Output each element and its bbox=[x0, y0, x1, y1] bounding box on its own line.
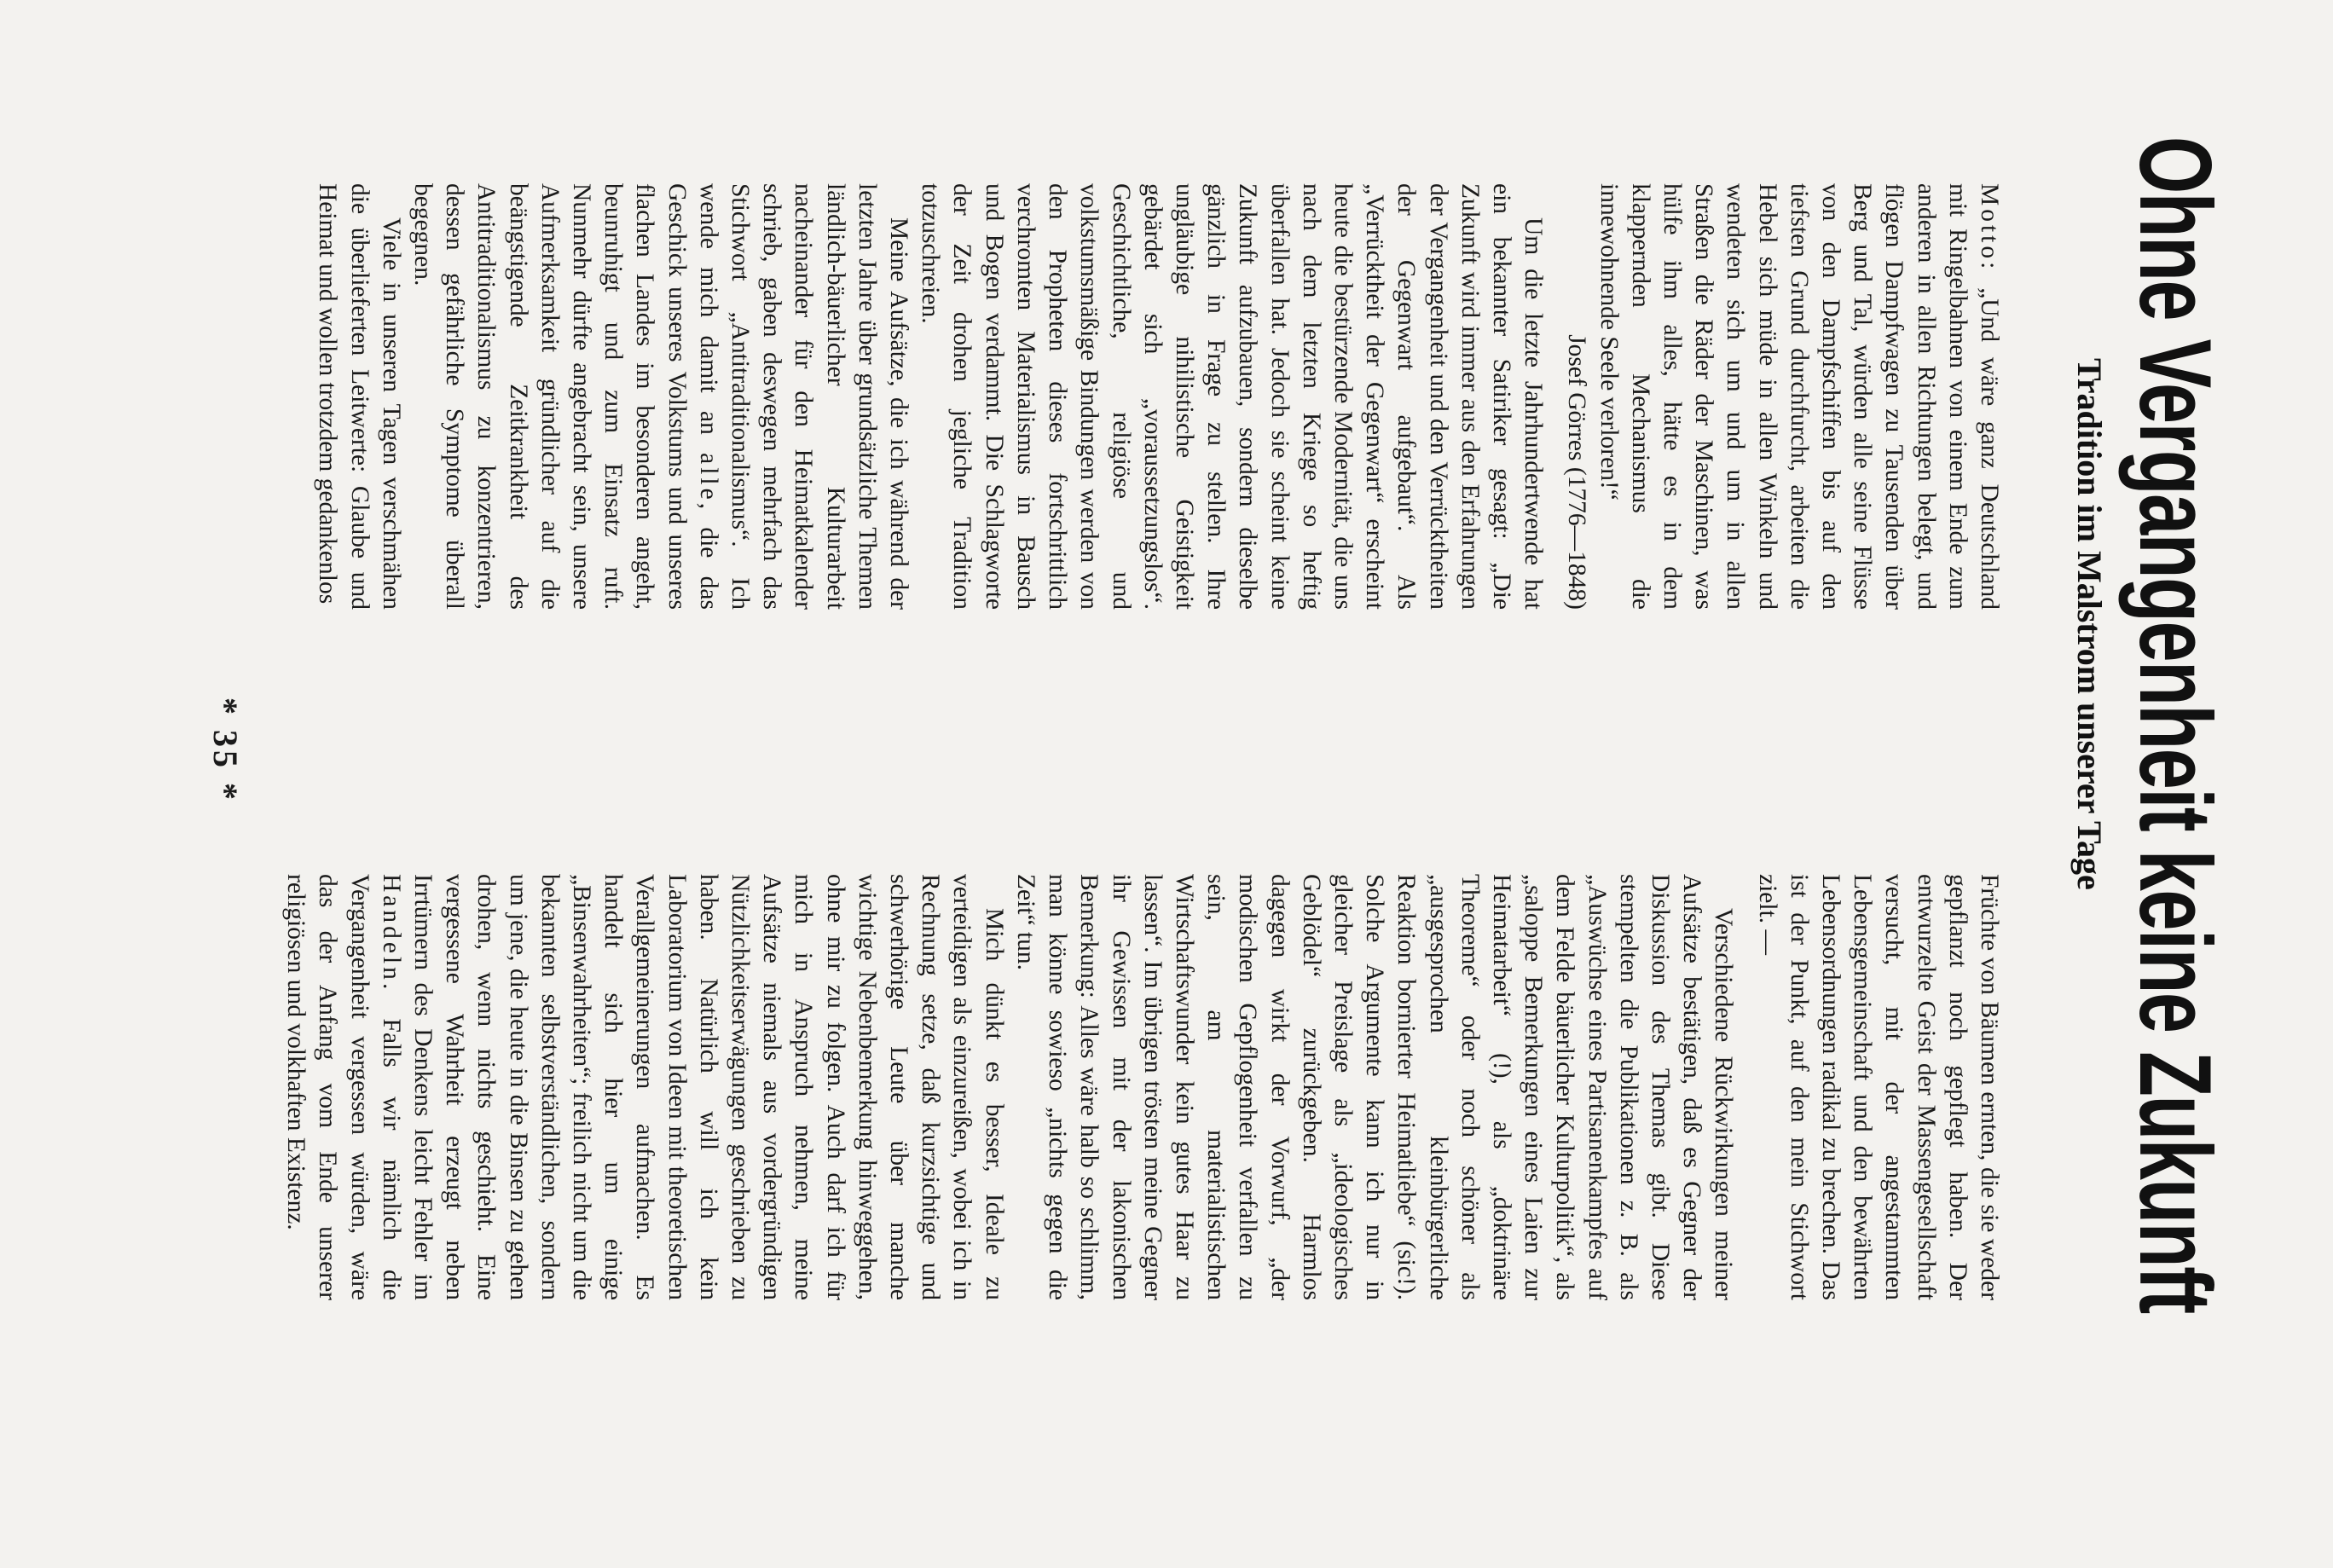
motto-label: Motto: bbox=[1976, 183, 2003, 273]
article-title: Ohne Vergangenheit keine Zukunft bbox=[2118, 136, 2232, 1313]
text-column-right bbox=[280, 874, 2005, 1300]
emphasis-text: Handeln bbox=[377, 874, 405, 983]
paragraph: Viele in unseren Tagen verschmähen die überlieferten Leitwerte: Glaube und Heimat und wollen trotzdem gedankenlos bbox=[314, 183, 405, 610]
page-number: * 35 * bbox=[206, 697, 245, 803]
paragraph bbox=[280, 874, 1010, 1300]
emphasis-text: alle bbox=[694, 453, 722, 503]
paragraph: Früchte von Bäumen ernten, die sie weder gepflanzt noch gepflegt haben. Der entwurzelte Geist der Massengesellschaft versucht, mit der angestammten Lebensgemeinschaft und den bewährten Lebensordnungen radikal zu brechen. Das ist der Punkt, auf den mein Stichwort zielt. — bbox=[1753, 874, 2003, 1300]
motto-author: Josef Görres (1776—1848) bbox=[1563, 334, 1591, 610]
paragraph: Verschiedene Rückwirkungen meiner Aufsätze bestätigen, daß es Gegner der Diskussion des Themas gibt. Diese stempelten die Publikationen z. B. als „Auswüchse eines Partisanenkampfes auf dem Felde bäuerlicher Kulturpolitik“, als „saloppe Bemerkungen eines Laien zur Heimatarbeit“ (!), als „doktrinäre Theoreme“ oder noch schöner als „ausgesprochen kleinbürgerliche Reaktion bornierter Heimatliebe“ (sic!). Solche Argumente kann ich nur in gleicher Preislage als „ideologisches Geblödel“ zurückgeben. Harmlos dagegen wirkt der Vorwurf, „der modischen Gepflogenheit verfallen zu sein, am materialistischen Wirtschaftswunder kein gutes Haar zu lassen“. Im übrigen trösten meine Gegner ihr Gewissen mit der lakonischen Bemerkung: Alles wäre halb so schlimm, man könne sowieso „nichts gegen die Zeit“ tun. bbox=[1011, 874, 1738, 1300]
paragraph bbox=[407, 183, 914, 610]
paragraph-text: Meine Aufsätze, die ich während der letzten Jahre über grundsätzliche Themen ländlich-bäuerlicher Kulturarbeit nacheinander für den Heimatkalender schrieb, gaben deswegen mehrfach das Stichwort „Antitraditionalismus“. Ich wende mich damit an bbox=[694, 183, 913, 610]
paragraph-text: . Falls wir nämlich die Vergangenheit vergessen würden, wäre das der Anfang vom Ende unserer religiösen und volkhaften Existenz. bbox=[282, 874, 405, 1300]
article-subtitle: Tradition im Malstrom unserer Tage bbox=[2070, 358, 2109, 890]
paragraph-text: Mich dünkt es besser, Ideale zu verteidigen als einzureißen, wobei ich in Rechnung setze, daß kurzsichtige und schwerhörige Leute über manche wichtige Nebenbemerkung hinweggehen, ohne mir zu folgen. Auch darf ich für mich in Anspruch nehmen, meine Aufsätze niemals aus vordergründigen Nützlichkeitserwägungen geschrieben zu haben. Natürlich will ich kein Laboratorium von Ideen mit theoretischen Verallgemeinerungen aufmachen. Es handelt sich hier um einige „Binsenwahrheiten“; freilich nicht um die bekannten selbstverständlichen, sondern um jene, die heute in die Binsen zu gehen drohen, wenn nichts geschieht. Eine vergessene Wahrheit erzeugt neben Irrtümern des Denkens leicht Fehler im bbox=[409, 874, 1008, 1300]
motto-paragraph bbox=[1560, 183, 2005, 610]
paragraph: Um die letzte Jahrhundertwende hat ein bekannter Satiriker gesagt: „Die Zukunft wird immer aus den Erfahrungen der Vergangenheit und den Verrücktheiten der Gegenwart aufgebaut“. Als „Verrücktheit der Gegenwart“ erscheint heute die bestürzende Modernität, die uns nach dem letzten Kriege so heftig überfallen hat. Jedoch sie scheint keine Zukunft aufzubauen, sondern dieselbe gänzlich in Frage zu stellen. Ihre ungläubige nihilistische Geistigkeit gebärdet sich „voraussetzungslos“. Geschichtliche, religiöse und volkstumsmäßige Bindungen werden von den Propheten dieses fortschrittlich verchromten Materialismus in Bausch und Bogen verdammt. Die Schlagworte der Zeit drohen jegliche Tradition totzuschreien. bbox=[917, 183, 1548, 610]
text-column-left bbox=[311, 183, 2005, 610]
paragraph-text: , die das Geschick unseres Volkstums und unseres flachen Landes im besonderen angeht, beunruhigt und zum Einsatz ruft. Nunmehr dürfte angebracht sein, unsere Aufmerksamkeit gründlicher auf die beängstigende Zeitkrankheit des Antitraditionalismus zu konzentrieren, dessen gefährliche Symptome überall begegnen. bbox=[409, 183, 722, 610]
motto-text: „Und wäre ganz Deutschland mit Ringelbahnen von einem Ende zum anderen in allen Richtungen belegt, und flögen Dampfwagen zu Tausenden über Berg und Tal, würden alle seine Flüsse von den Dampfschiffen bis auf den tiefsten Grund durchfurcht, arbeiten die Hebel sich müde in allen Winkeln und wendeten sich um und um in allen Straßen die Räder der Maschinen, was hülfe ihm alles, hätte es in dem klappernden Mechanismus die innewohnende Seele verloren!“ bbox=[1595, 183, 2003, 610]
